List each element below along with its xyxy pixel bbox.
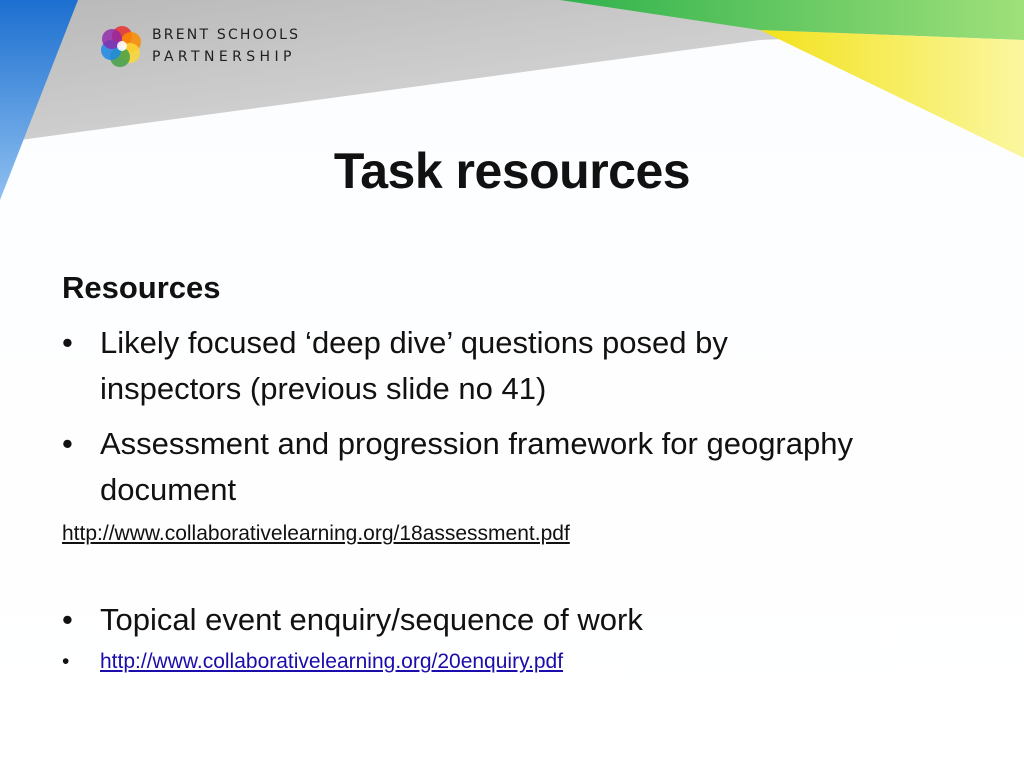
bullet-2-line-2: document (100, 472, 237, 507)
bullet-marker: • (62, 602, 73, 637)
resources-heading: Resources (62, 270, 221, 305)
logo-line-2: PARTNERSHIP (152, 49, 296, 65)
logo-line-1: BRENT SCHOOLS (152, 27, 301, 43)
bullet-1-line-2: inspectors (previous slide no 41) (100, 371, 547, 406)
bullet-marker-small: • (62, 650, 70, 673)
pinwheel-logo-icon (98, 22, 146, 70)
bullet-marker: • (62, 426, 73, 461)
bullet-2-line-1: Assessment and progression framework for geography (100, 426, 853, 461)
enquiry-link[interactable]: http://www.collaborativelearning.org/20enquiry.pdf (100, 650, 564, 673)
assessment-link[interactable]: http://www.collaborativelearning.org/18assessment.pdf (62, 522, 570, 545)
bullet-marker: • (62, 325, 73, 360)
slide-title: Task resources (333, 143, 691, 199)
logo-wordmark (152, 24, 300, 68)
bullet-1-line-1: Likely focused ‘deep dive’ questions posed by (100, 325, 728, 360)
bullet-3-text: Topical event enquiry/sequence of work (100, 602, 643, 637)
